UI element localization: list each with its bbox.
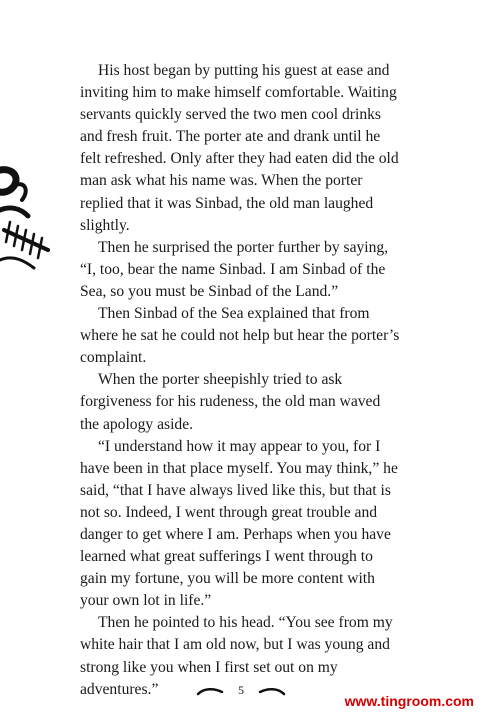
ink-sketch-icon [0, 150, 60, 300]
paragraph: Then he pointed to his head. “You see from my white hair that I am old now, but I was young and strong like you when I first set out on my adventures.” [80, 614, 393, 698]
body-text [80, 60, 402, 701]
page-number: 5 [238, 683, 244, 697]
paragraph: “I understand how it may appear to you, for I have been in that place myself. You may think,” he said, “that I have always lived like this, but that is not so. Indeed, I went through great trouble and danger to get where I am. Perhaps when you have learned what great sufferings I went through to gain my fortune, you will be more content with your own lot in life.” [80, 437, 398, 610]
paragraph: When the porter sheepishly tried to ask forgiveness for his rudeness, the old man waved the apology aside. [80, 371, 381, 433]
paragraph: Then he surprised the porter further by saying, “I, too, bear the name Sinbad. I am Sinbad of the Sea, so you must be Sinbad of the Land.” [80, 238, 389, 300]
watermark: www.tingroom.com [344, 693, 474, 709]
paragraph: Then Sinbad of the Sea explained that from where he sat he could not help but hear the porter’s complaint. [80, 305, 400, 367]
paragraph: His host began by putting his guest at ease and inviting him to make himself comfortable. Waiting servants quickly served the two men cool drinks and fresh fruit. The porter ate and drank until he felt refreshed. Only after they had eaten did the old man ask what his name was. When the porter replied that it was Sinbad, the old man laughed slightly. [80, 62, 399, 234]
